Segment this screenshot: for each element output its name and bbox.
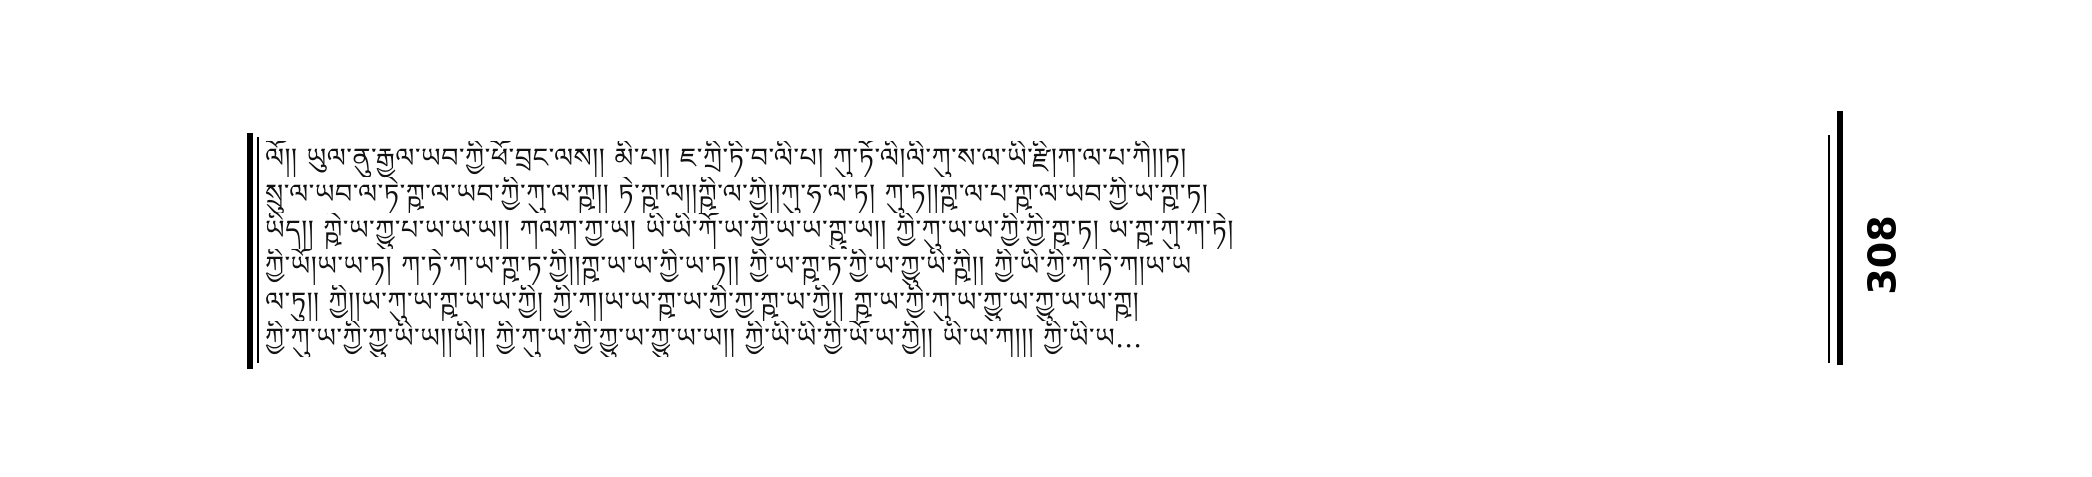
- text-line-1: ལོ།། ཡུལ་ནུ་རྒྱལ་ཡབ་ཀྱི་ཕོ་བྲང་ལས།། མི་པ།། ཇ་ཀྲི་ཏི་བ་ལི་པ། ཀུ་ཏོ་ལི།ལི་ཀུ་ས་ལ་ཡི་རྫི།ཀ་ལ་པ་ཀི།།ཏ།: [265, 143, 1187, 174]
- page-number-text: 308: [1861, 215, 1906, 295]
- text-line-2: སྲུ་ལ་ཡབ་ལ་ཏེ་ཀྵ་ལ་ཡབ་ཀྱི་ཀུ་ལ་ཀྵ།། ཏེ་ཀྵ་ལ།།ཀྵི་ལ་ཀྱི།།ཀུ་ཧ་ལ་ཏ། ཀུ་ཏ།།ཀྵ་ལ་པ་ཀྵ་ལ་ཡབ་ཀྱི་ཡ་ཀྵ་ཏ།: [265, 179, 1209, 210]
- tibetan-folio: [247, 133, 1906, 373]
- text-line-3: ཡིད།། ཀྵེ་ཡ་ཀྱུ་པ་ཡ་ཡ་ཡ།། ཀལཀ་ཀྱ་ཡ། ཡི་ཡི་ཀོ་ཡ་ཀྱི་ཡ་ཡ་ཀྵུ་ཡ།། ཀྱི་ཀུ་ཡ་ཡ་ཀྱི་ཀྱི་ཀྵ་ཏ། ཡ་ཀྵ་ཀུ་ཀ་ཏེ།: [265, 215, 1234, 246]
- text-line-5: ལ་ཏུ།། ཀྱི།།ཡ་ཀུ་ཡ་ཀྵ་ཡ་ཡ་ཀྱི། ཀྱི་ཀ།ཡ་ཡ་ཀྵ་ཡ་ཀྱི་ཀྱ་ཀྵ་ཡ་ཀྱི།། ཀྵ་ཡ་ཀྱི་ཀུ་ཡ་ཀྱུ་ཡ་ཀྱུ་ཡ་ཡ་ཀྵ།: [265, 287, 1140, 318]
- page-number: [1853, 195, 1913, 315]
- right-border-rule: [1837, 111, 1843, 365]
- left-border-rule: [247, 133, 253, 369]
- text-line-6: ཀྱི་ཀུ་ཡ་ཀྱི་ཀྱུ་ཡི་ཡ།།ཡི།། ཀྱི་ཀུ་ཡ་ཀྱི་ཀྱུ་ཡ་ཀྱུ་ཡ་ཡ།། ཀྱི་ཡི་ཡི་ཀྱི་ཡོ་ཡ་ཀྱི།། ཡི་ཡ་ཀ།།། ཀྱི་ཡི་ཡ…: [265, 323, 1143, 354]
- left-inner-rule: [257, 137, 259, 363]
- text-block: [265, 141, 1825, 357]
- right-inner-rule: [1828, 135, 1830, 363]
- text-line-4: ཀྱི་ཡོ།ཡ་ཡ་ཏ། ཀ་ཏེ་ཀ་ཡ་ཀྵ་ཏ་ཀྱི།།ཀྵ་ཡ་ཡ་ཀྱི་ཡ་ཏ།། ཀྱི་ཡ་ཀྵ་ཏ་ཀྱི་ཡ་ཀྱུ་ཡི་ཀྵི།། ཀྱི་ཡི་ཀྱི་ཀ་ཏེ་ཀ།ཡ་ཡ: [265, 251, 1192, 282]
